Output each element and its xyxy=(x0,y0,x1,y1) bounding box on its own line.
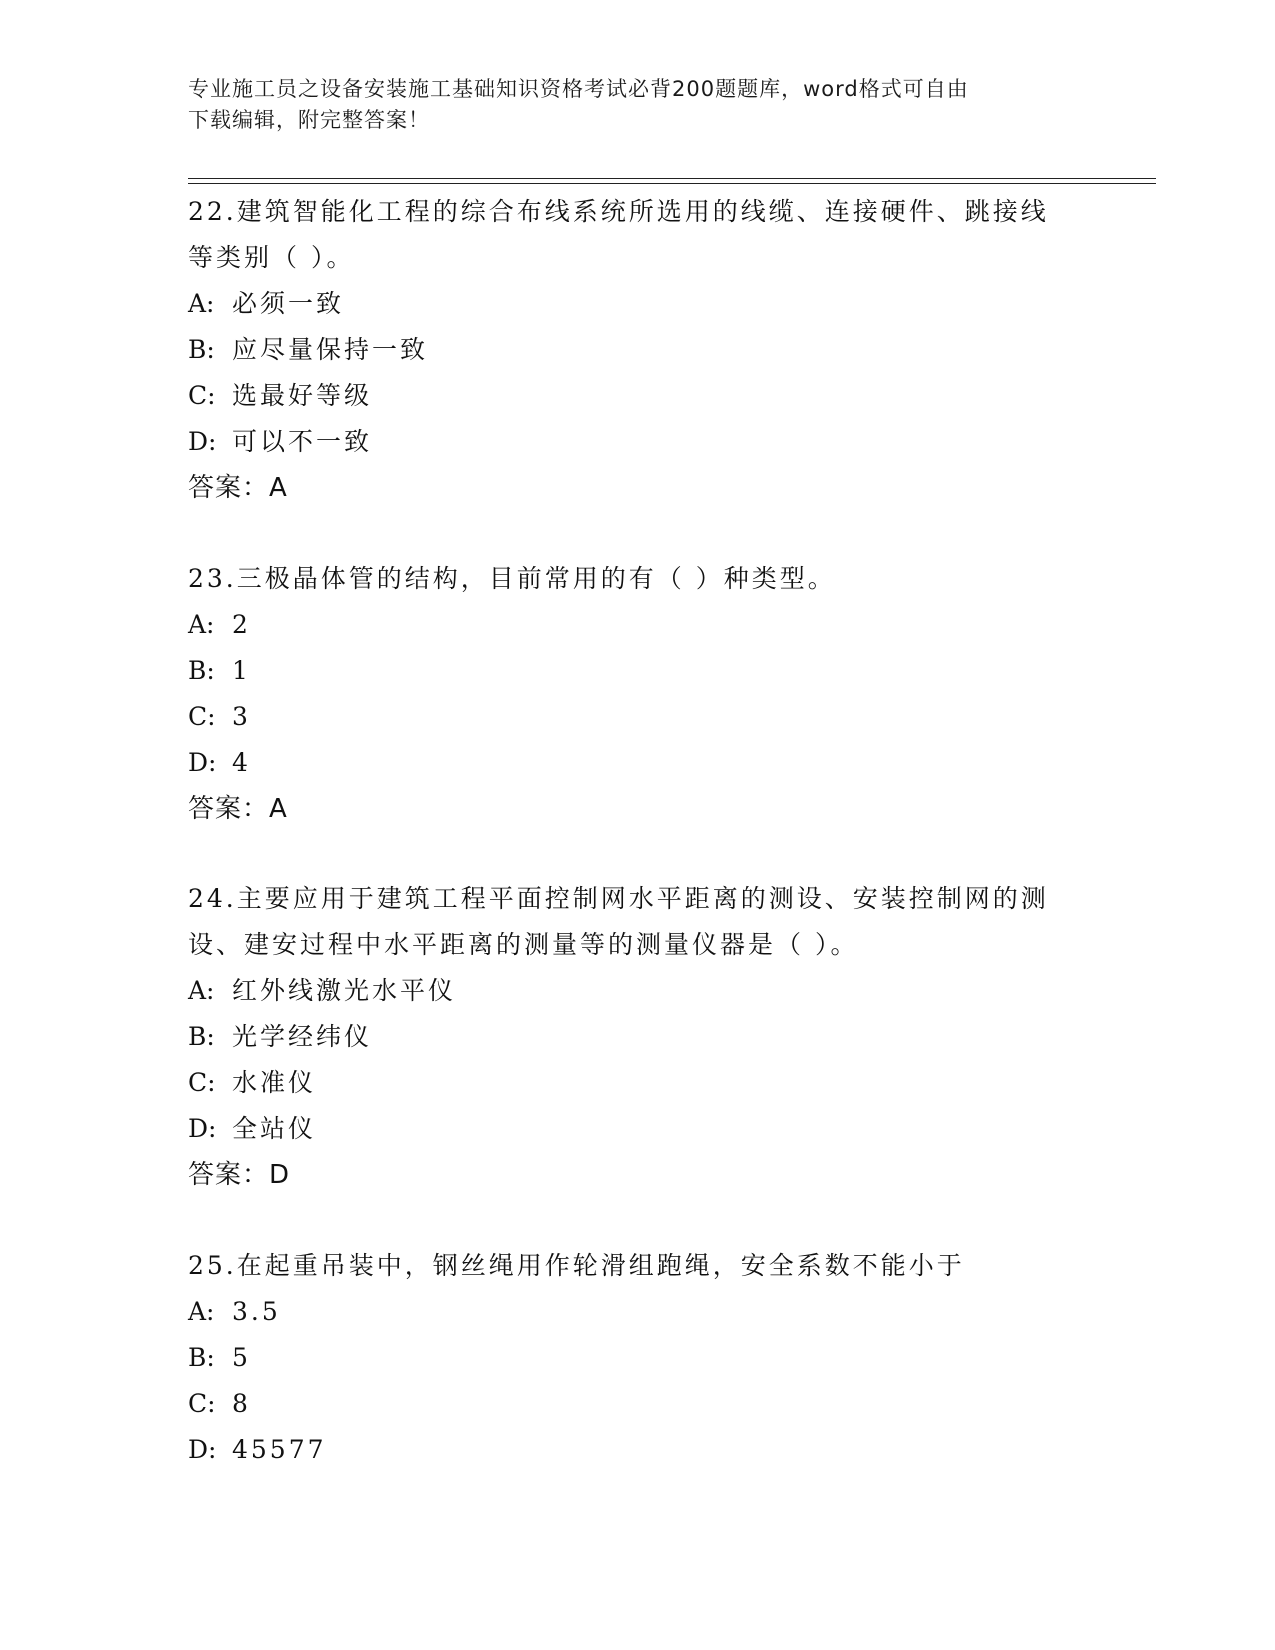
option-c xyxy=(188,1381,1068,1427)
option-d xyxy=(188,1106,1068,1152)
option-text: 全站仪 xyxy=(232,1114,317,1143)
option-text: 5 xyxy=(232,1343,251,1372)
question-22 xyxy=(188,189,1068,511)
option-text: 应尽量保持一致 xyxy=(232,335,429,364)
option-letter: A: xyxy=(188,610,215,639)
option-b xyxy=(188,327,1068,373)
option-text: 3 xyxy=(232,702,251,731)
option-text: 选最好等级 xyxy=(232,381,373,410)
option-letter: C: xyxy=(188,1068,216,1097)
option-letter: C: xyxy=(188,702,216,731)
option-c xyxy=(188,373,1068,419)
question-stem-line: 设、建安过程中水平距离的测量等的测量仪器是（ ）。 xyxy=(188,930,859,959)
option-letter: A: xyxy=(188,976,215,1005)
answer-line: 答案：A xyxy=(188,473,288,503)
option-text: 光学经纬仪 xyxy=(232,1022,373,1051)
answer-line: 答案：D xyxy=(188,1160,291,1190)
option-text: 8 xyxy=(232,1389,251,1418)
question-25 xyxy=(188,1243,1068,1473)
question-stem-line: 23.三极晶体管的结构，目前常用的有（ ）种类型。 xyxy=(188,564,836,593)
option-d xyxy=(188,740,1068,786)
option-b xyxy=(188,648,1068,694)
option-a xyxy=(188,968,1068,1014)
option-text: 4 xyxy=(232,748,251,777)
option-text: 水准仪 xyxy=(232,1068,317,1097)
option-b xyxy=(188,1335,1068,1381)
option-letter: B: xyxy=(188,335,215,364)
option-a xyxy=(188,281,1068,327)
option-letter: B: xyxy=(188,656,215,685)
option-letter: D: xyxy=(188,427,217,456)
option-c xyxy=(188,1060,1068,1106)
option-text: 红外线激光水平仪 xyxy=(232,976,457,1005)
question-24 xyxy=(188,876,1068,1198)
option-text: 1 xyxy=(232,656,251,685)
option-letter: C: xyxy=(188,1389,216,1418)
option-letter: D: xyxy=(188,1114,217,1143)
option-letter: C: xyxy=(188,381,216,410)
option-letter: B: xyxy=(188,1343,215,1372)
option-letter: A: xyxy=(188,1297,215,1326)
question-stem-line: 24.主要应用于建筑工程平面控制网水平距离的测设、安装控制网的测 xyxy=(188,884,1049,913)
option-letter: A: xyxy=(188,289,215,318)
option-d xyxy=(188,1427,1068,1473)
document-header xyxy=(188,74,1068,136)
question-stem-line: 22.建筑智能化工程的综合布线系统所选用的线缆、连接硬件、跳接线 xyxy=(188,197,1049,226)
option-b xyxy=(188,1014,1068,1060)
header-divider-bottom xyxy=(188,183,1156,184)
option-text: 2 xyxy=(232,610,251,639)
option-text: 可以不一致 xyxy=(232,427,373,456)
header-divider-top xyxy=(188,178,1156,179)
option-text: 45577 xyxy=(232,1435,327,1464)
option-letter: D: xyxy=(188,1435,217,1464)
option-a xyxy=(188,1289,1068,1335)
option-text: 必须一致 xyxy=(232,289,345,318)
question-stem-line: 等类别（ ）。 xyxy=(188,243,355,272)
option-a xyxy=(188,602,1068,648)
answer-line: 答案：A xyxy=(188,794,288,824)
option-letter: B: xyxy=(188,1022,215,1051)
question-23 xyxy=(188,556,1068,832)
header-line-2: 下载编辑，附完整答案！ xyxy=(188,108,430,132)
option-text: 3.5 xyxy=(232,1297,281,1326)
option-d xyxy=(188,419,1068,465)
header-line-1: 专业施工员之设备安装施工基础知识资格考试必背200题题库，word格式可自由 xyxy=(188,77,969,101)
question-stem-line: 25.在起重吊装中，钢丝绳用作轮滑组跑绳，安全系数不能小于 xyxy=(188,1251,965,1280)
option-c xyxy=(188,694,1068,740)
option-letter: D: xyxy=(188,748,217,777)
